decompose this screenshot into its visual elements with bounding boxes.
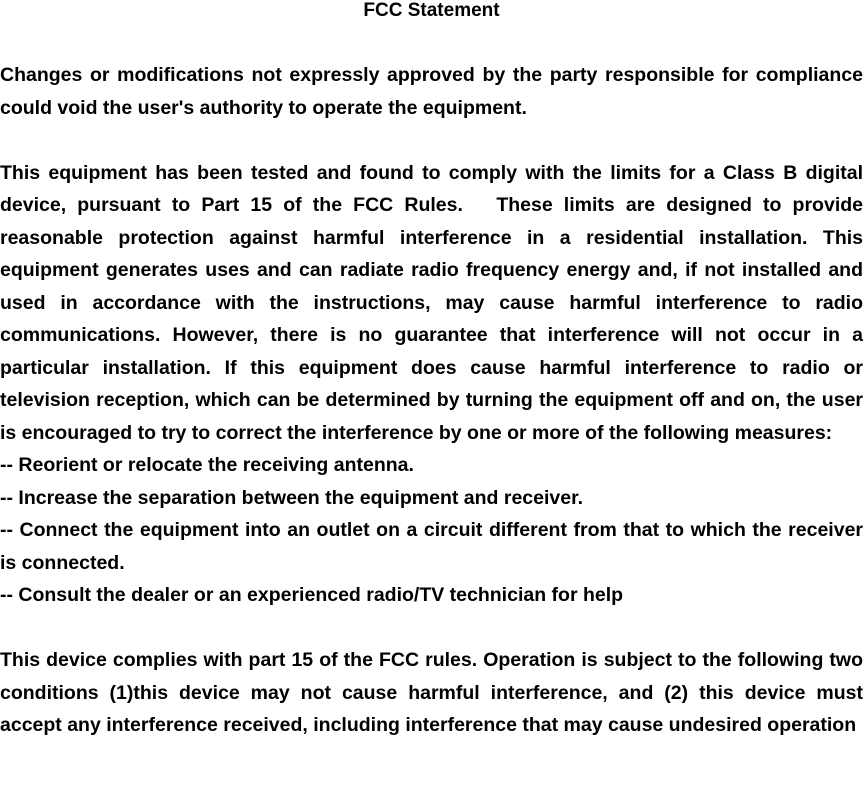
measure-item-consult: -- Consult the dealer or an experienced radio/TV technician for help bbox=[0, 584, 624, 606]
spacer bbox=[0, 22, 863, 59]
page-title: FCC Statement bbox=[363, 0, 500, 21]
measure-item-reorient: -- Reorient or relocate the receiving antenna. bbox=[0, 454, 414, 476]
measure-item-separation: -- Increase the separation between the equipment and receiver. bbox=[0, 486, 584, 509]
measure-item-outlet: -- Connect the equipment into an outlet on a circuit different from that to which the receiver is connected. bbox=[0, 519, 863, 574]
spacer bbox=[0, 124, 863, 157]
spacer bbox=[0, 612, 863, 645]
compliance-paragraph: This equipment has been tested and found to comply with the limits for a Class B digital device, pursuant to Part 15 of the FCC Rules. These limits are designed to provide reasonable protection against harmful interference in a residential installation. This equipment generates uses and can radiate radio frequency energy and, if not installed and used in accordance with the instructions, may cause harmful interference to radio communications. However, there is no guarantee that interference will not occur in a particular installation. If this equipment does cause harmful interference to radio or television reception, which can be determined by turning the equipment off and on, the user is encouraged to try to correct the interference by one or more of the following measures: bbox=[0, 161, 863, 444]
conditions-paragraph: This device complies with part 15 of the FCC rules. Operation is subject to the following two conditions (1)this device may not cause harmful interference, and (2) this device must accept any interference received, including interference that may cause undesired operation bbox=[0, 649, 863, 736]
modifications-paragraph: Changes or modifications not expressly approved by the party responsible for compliance could void the user's authority to operate the equipment. bbox=[0, 64, 863, 119]
